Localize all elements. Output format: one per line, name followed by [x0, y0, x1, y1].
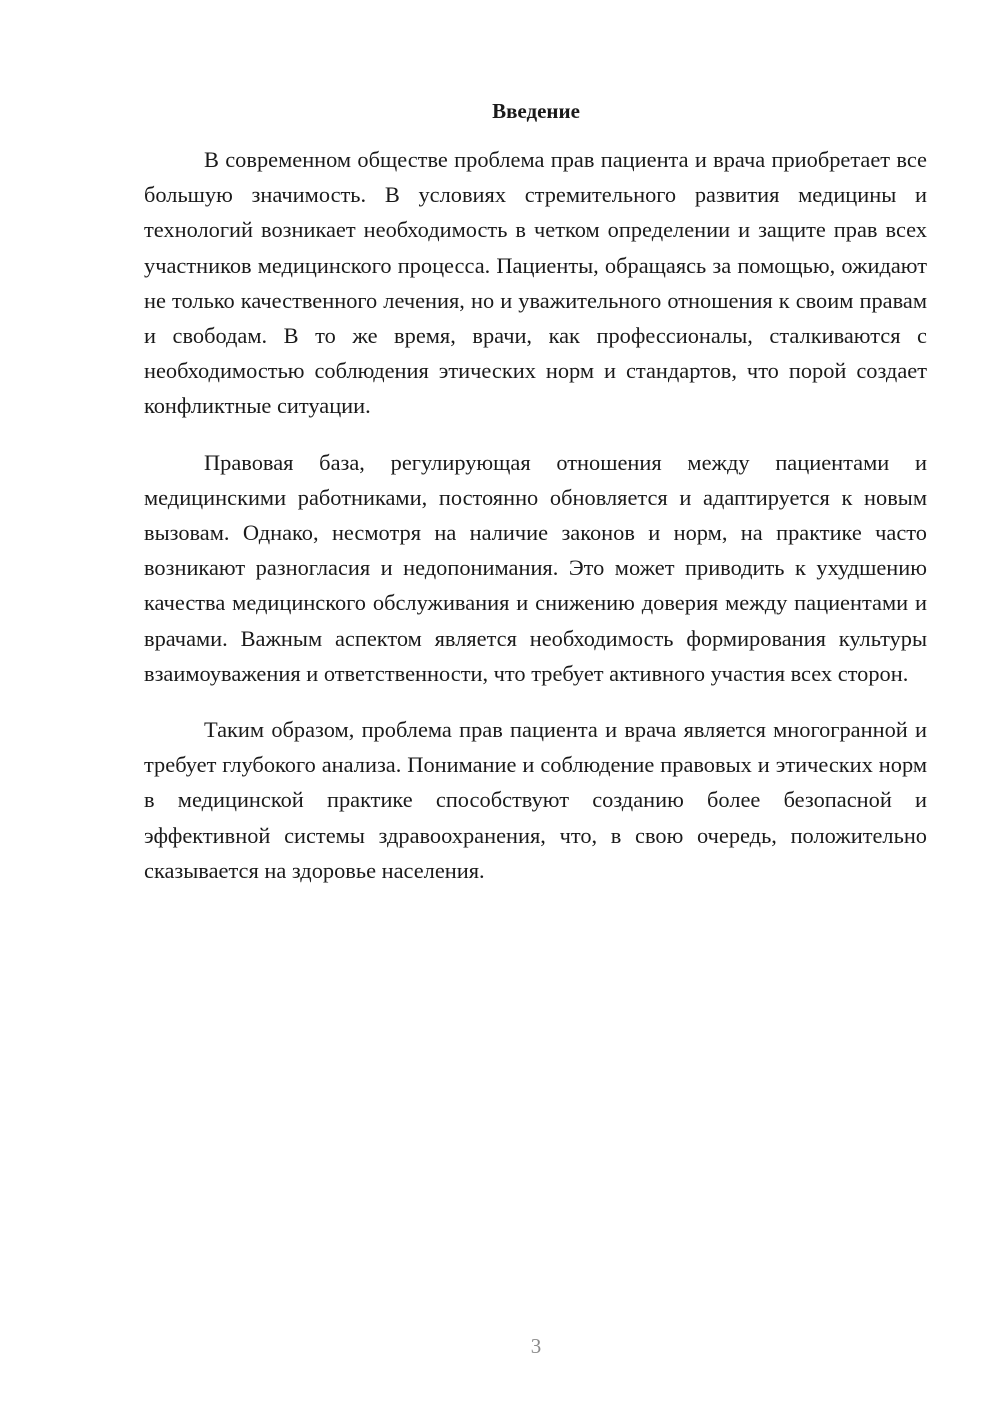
page-number: 3: [530, 1334, 542, 1358]
paragraph-3: Таким образом, проблема прав пациента и врача является многогранной и требует глубокого анализа. Понимание и соблюдение правовых и этических норм в медицинской практике способствуют созданию более безопасной и эффективной системы здравоохранения, что, в свою очередь, положительно сказывается на здоровье населения.: [144, 717, 927, 883]
body-text: [144, 142, 927, 909]
paragraph-1: В современном обществе проблема прав пациента и врача приобретает все большую значимость. В условиях стремительного развития медицины и технологий возникает необходимость в четком определении и защите прав всех участников медицинского процесса. Пациенты, обращаясь за помощью, ожидают не только качественного лечения, но и уважительного отношения к своим правам и свободам. В то же время, врачи, как профессионалы, сталкиваются с необходимостью соблюдения этических норм и стандартов, что порой создает конфликтные ситуации.: [144, 147, 927, 419]
paragraph-2: Правовая база, регулирующая отношения между пациентами и медицинскими работниками, постоянно обновляется и адаптируется к новым вызовам. Однако, несмотря на наличие законов и норм, на практике часто возникают разногласия и недопонимания. Это может приводить к ухудшению качества медицинского обслуживания и снижению доверия между пациентами и врачами. Важным аспектом является необходимость формирования культуры взаимоуважения и ответственности, что требует активного участия всех сторон.: [144, 449, 927, 686]
section-heading: Введение: [492, 99, 580, 123]
